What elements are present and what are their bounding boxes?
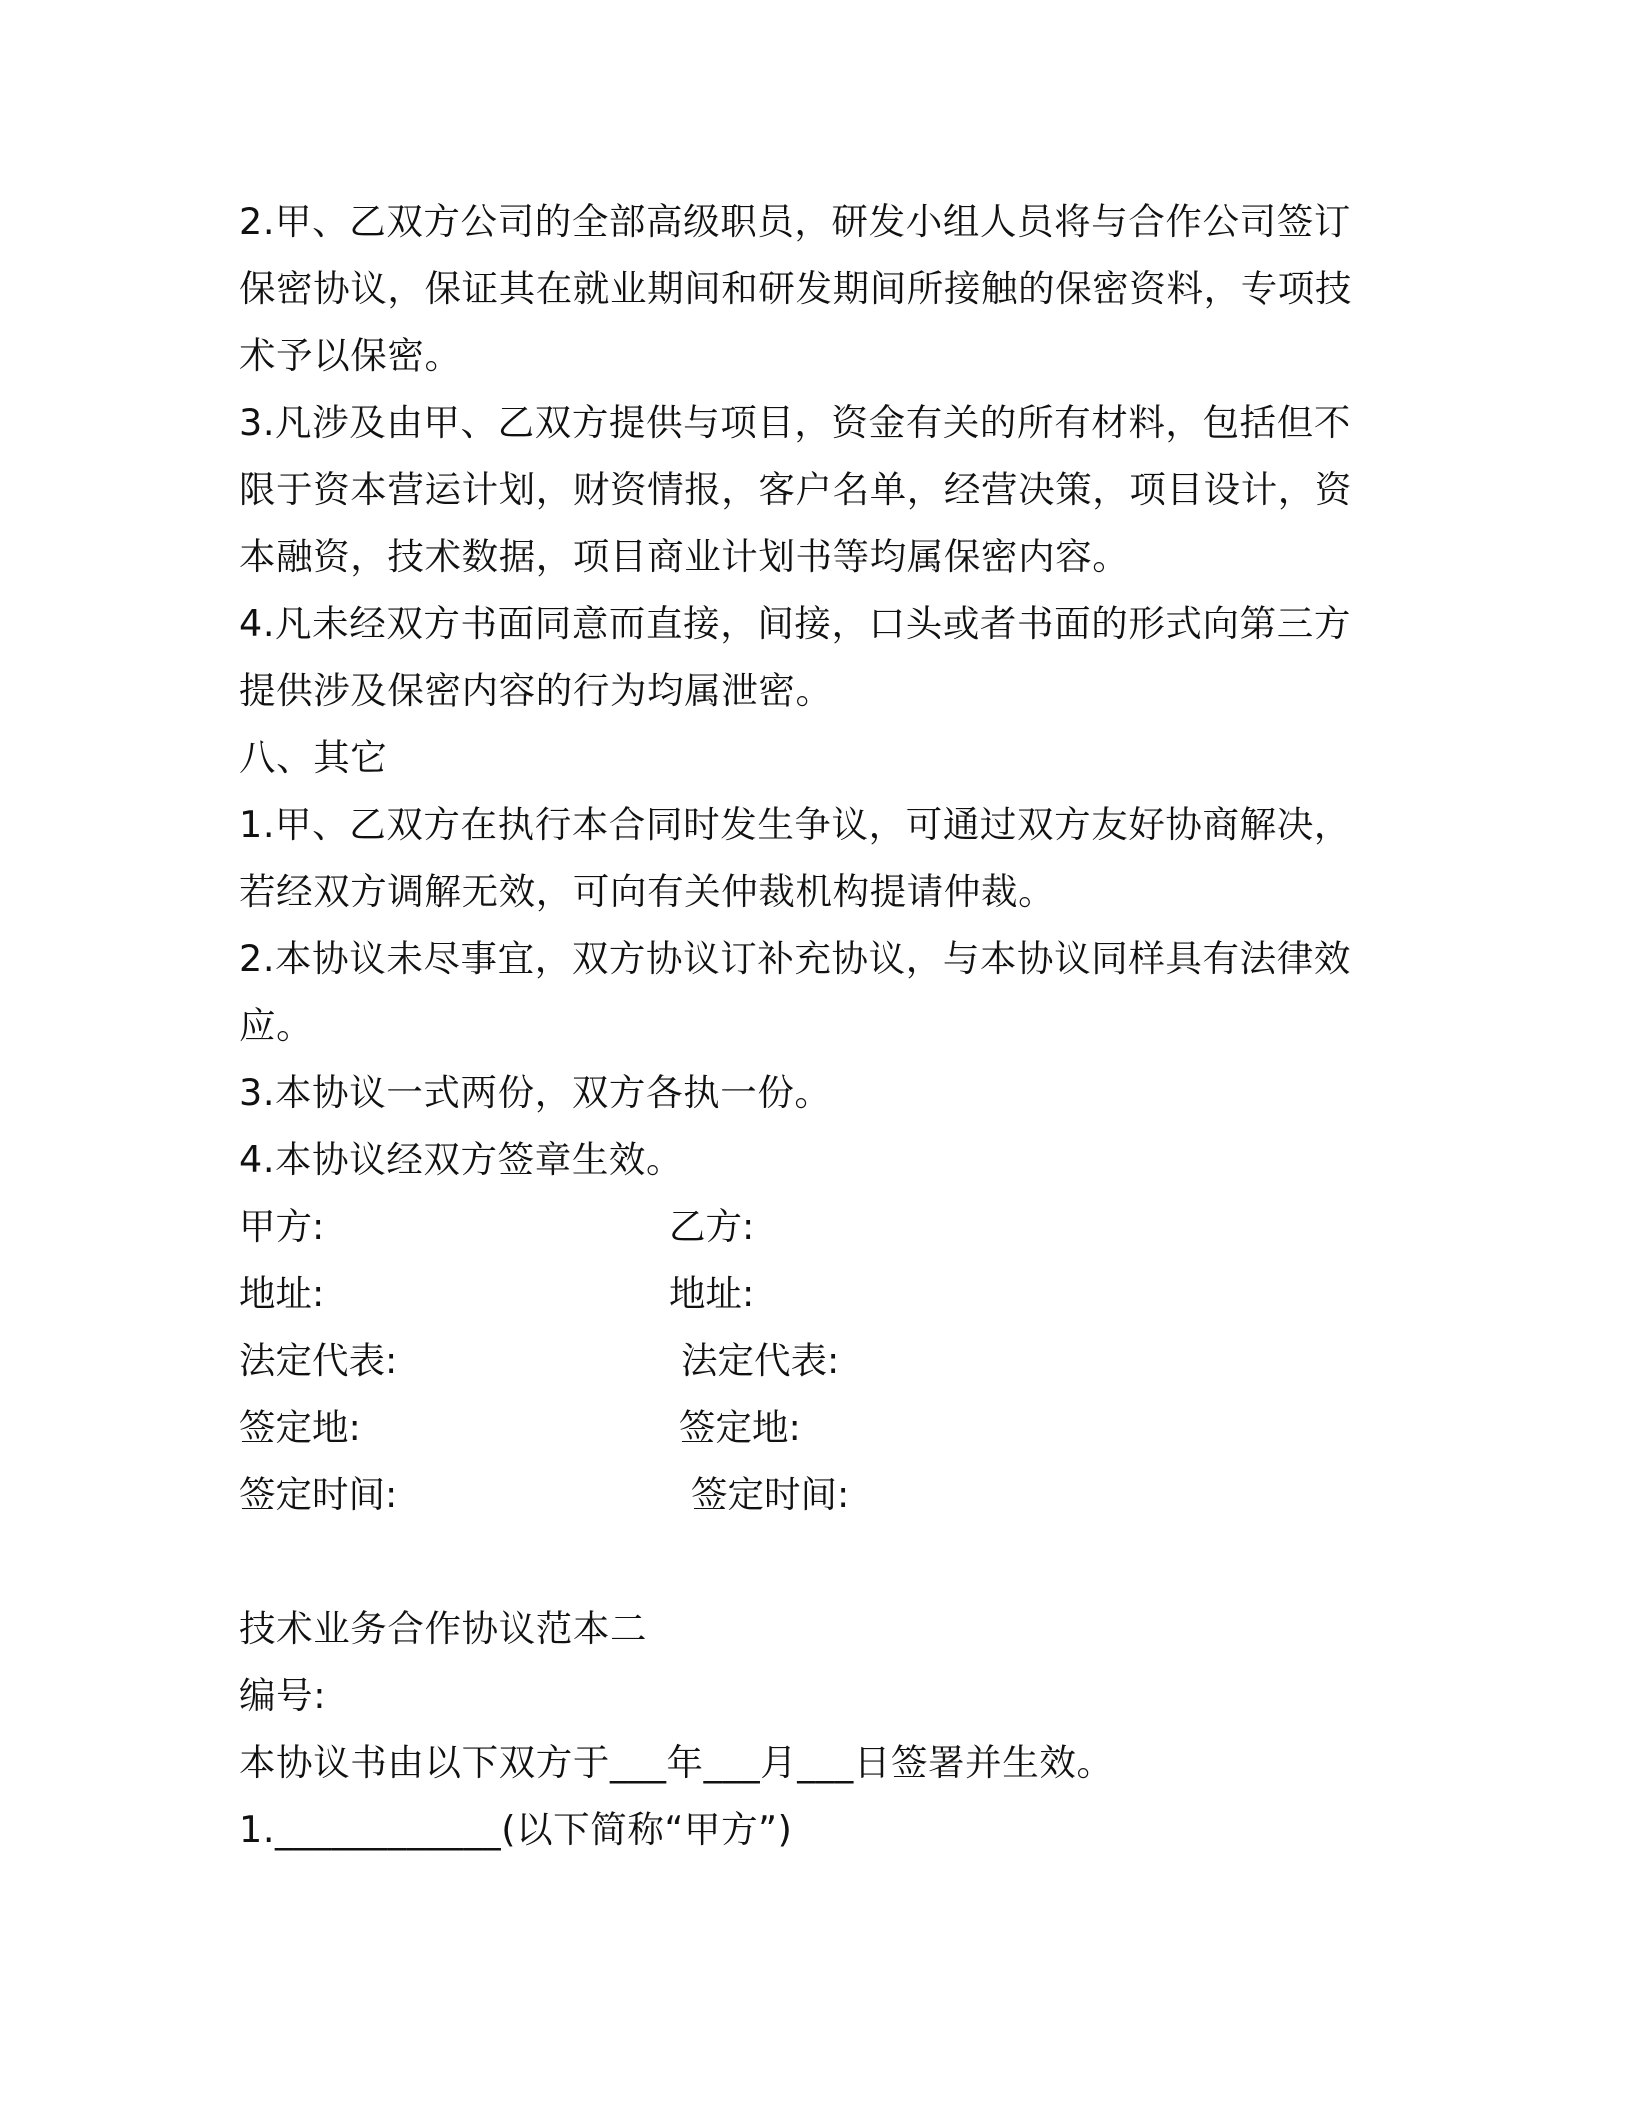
signature-row: [239, 1394, 1399, 1461]
party-b-signing-time-label: 签定时间:: [691, 1473, 850, 1516]
serial-number-label: 编号:: [239, 1674, 327, 1717]
paragraph-line: 提供涉及保密内容的行为均属泄密。: [239, 669, 833, 712]
paragraph-line: 1.甲、乙双方在执行本合同时发生争议，可通过双方友好协商解决，: [239, 803, 1351, 846]
document-body: [239, 188, 1399, 1863]
signature-row: [239, 1327, 1399, 1394]
party-b-signing-place-label: 签定地:: [679, 1406, 801, 1449]
signature-row: [239, 1461, 1399, 1528]
party-b-representative-label: 法定代表:: [681, 1339, 840, 1382]
party-b-label: 乙方:: [669, 1205, 755, 1248]
paragraph-line: 3.本协议一式两份，双方各执一份。: [239, 1071, 832, 1114]
party-a-signing-place-label: 签定地:: [239, 1406, 361, 1449]
paragraph-line: 限于资本营运计划，财资情报，客户名单，经营决策，项目设计，资: [239, 468, 1352, 511]
section-heading: 八、其它: [239, 736, 388, 779]
paragraph-line: 4.本协议经双方签章生效。: [239, 1138, 684, 1181]
party-a-representative-label: 法定代表:: [239, 1339, 398, 1382]
paragraph-line: 若经双方调解无效，可向有关仲裁机构提请仲裁。: [239, 870, 1056, 913]
party-a-signing-time-label: 签定时间:: [239, 1473, 398, 1516]
party-a-address-label: 地址:: [239, 1272, 325, 1315]
paragraph-line: 本融资，技术数据，项目商业计划书等均属保密内容。: [239, 535, 1130, 578]
paragraph-line: 1.____________(以下简称“甲方”): [239, 1808, 793, 1851]
paragraph-line: 2.本协议未尽事宜，双方协议订补充协议，与本协议同样具有法律效: [239, 937, 1351, 980]
blank-spacer: [239, 1528, 1399, 1595]
party-b-address-label: 地址:: [669, 1272, 755, 1315]
paragraph-line: 应。: [239, 1004, 314, 1047]
paragraph-line: 术予以保密。: [239, 334, 462, 377]
paragraph-line: 4.凡未经双方书面同意而直接，间接，口头或者书面的形式向第三方: [239, 602, 1351, 645]
document-subtitle: 技术业务合作协议范本二: [239, 1607, 648, 1650]
signature-row: [239, 1260, 1399, 1327]
signature-row: [239, 1193, 1399, 1260]
party-a-label: 甲方:: [239, 1205, 325, 1248]
paragraph-line: 本协议书由以下双方于___年___月___日签署并生效。: [239, 1741, 1114, 1784]
paragraph-line: 3.凡涉及由甲、乙双方提供与项目，资金有关的所有材料，包括但不: [239, 401, 1351, 444]
paragraph-line: 2.甲、乙双方公司的全部高级职员，研发小组人员将与合作公司签订: [239, 200, 1351, 243]
paragraph-line: 保密协议，保证其在就业期间和研发期间所接触的保密资料，专项技: [239, 267, 1352, 310]
